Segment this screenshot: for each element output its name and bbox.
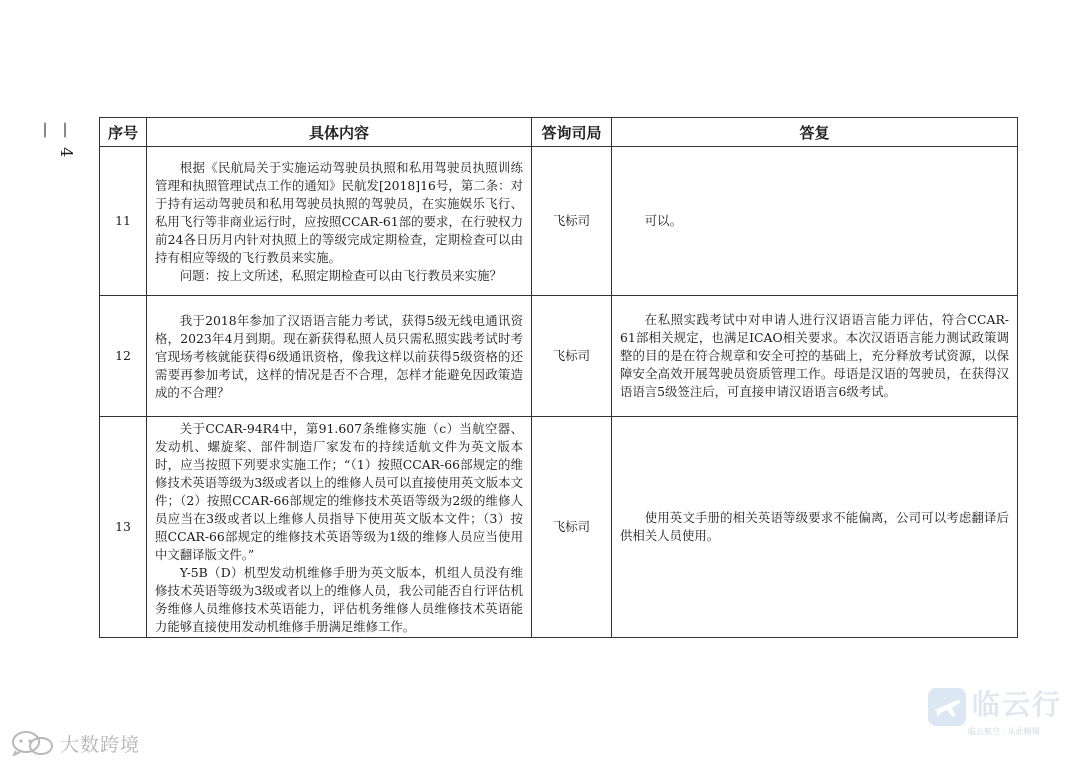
row-dept: 飞标司 [532, 147, 612, 296]
row-dept: 飞标司 [532, 417, 612, 638]
answer-paragraph: 使用英文手册的相关英语等级要求不能偏离，公司可以考虑翻译后供相关人员使用。 [620, 510, 1009, 543]
content-paragraph: 关于CCAR-94R4中，第91.607条维修实施（c）当航空器、发动机、螺旋桨、部件制造厂家发布的持续适航文件为英文版本时，应当按照下列要求实施工作；“（1）按照CCAR-66部规定的维修技术英语等级为3级或者以上的维修人员可以直接使用英文版本文件；（2）按照CCAR-66部规定的维修技术英语等级为2级的维修人员应当在3级或者以上维修人员指导下使用英文版本文件；（3）按照CCAR-66部规定的维修技术英语等级为1级的维修人员应当使用中文翻译版文件。” [155, 421, 523, 562]
row-answer [612, 417, 1018, 638]
row-answer [612, 296, 1018, 417]
airplane-icon [928, 688, 966, 726]
table-row [100, 147, 1018, 296]
table-row [100, 417, 1018, 638]
watermark-right-title: 临云行 [972, 688, 1063, 721]
table-header-row [100, 118, 1018, 147]
watermark-right-slogan: 临云航空 · 从此翱翔 [968, 727, 1040, 736]
row-number: 12 [100, 296, 147, 417]
answer-paragraph: 可以。 [644, 213, 682, 228]
qa-table [99, 117, 1018, 638]
wechat-bubble-icon [10, 730, 56, 756]
answer-paragraph: 在私照实践考试中对申请人进行汉语语言能力评估，符合CCAR-61部相关规定，也满足ICAO相关要求。本次汉语语言能力测试政策调整的目的是在符合规章和安全可控的基础上，充分释放考试资源，以保障安全高效开展驾驶员资质管理工作。母语是汉语的驾驶员，在获得汉语语言5级签注后，可直接申请汉语语言6级考试。 [620, 312, 1009, 399]
row-dept: 飞标司 [532, 296, 612, 417]
header-no: 序号 [100, 118, 147, 147]
row-number: 11 [100, 147, 147, 296]
content-paragraph: 我于2018年参加了汉语语言能力考试，获得5级无线电通讯资格，2023年4月到期。现在新获得私照人员只需私照实践考试时考官现场考核就能获得6级通讯资格，像我这样以前获得5级资格的还需要再参加考试，这样的情况是否不合理，怎样才能避免因政策造成的不合理？ [155, 313, 523, 400]
watermark-right [928, 688, 1070, 740]
table-row [100, 296, 1018, 417]
row-content [147, 147, 532, 296]
header-dept: 答询司局 [532, 118, 612, 147]
header-content: 具体内容 [147, 118, 532, 147]
row-content [147, 417, 532, 638]
content-paragraph: 根据《民航局关于实施运动驾驶员执照和私用驾驶员执照训练管理和执照管理试点工作的通知》民航发[2018]16号，第二条：对于持有运动驾驶员和私用驾驶员执照的驾驶员，在实施娱乐飞行、私用飞行等非商业运行时，应按照CCAR-61部的要求，在行驶权力前24各日历月内针对执照上的等级完成定期检查，定期检查可以由持有相应等级的飞行教员来实施。 [155, 160, 523, 265]
page-number: — 4 — [37, 122, 76, 160]
row-answer [612, 147, 1018, 296]
header-answer: 答复 [612, 118, 1018, 147]
watermark-left [10, 730, 140, 756]
row-number: 13 [100, 417, 147, 638]
content-paragraph: 问题：按上文所述，私照定期检查可以由飞行教员来实施？ [179, 268, 502, 283]
row-content [147, 296, 532, 417]
watermark-left-text: 大数跨境 [60, 733, 141, 756]
content-paragraph: Y-5B（D）机型发动机维修手册为英文版本，机组人员没有维修技术英语等级为3级或者以上的维修人员，我公司能否自行评估机务维修人员维修技术英语能力，评估机务维修人员维修技术英语能力能够直接使用发动机维修手册满足维修工作。 [155, 565, 523, 634]
